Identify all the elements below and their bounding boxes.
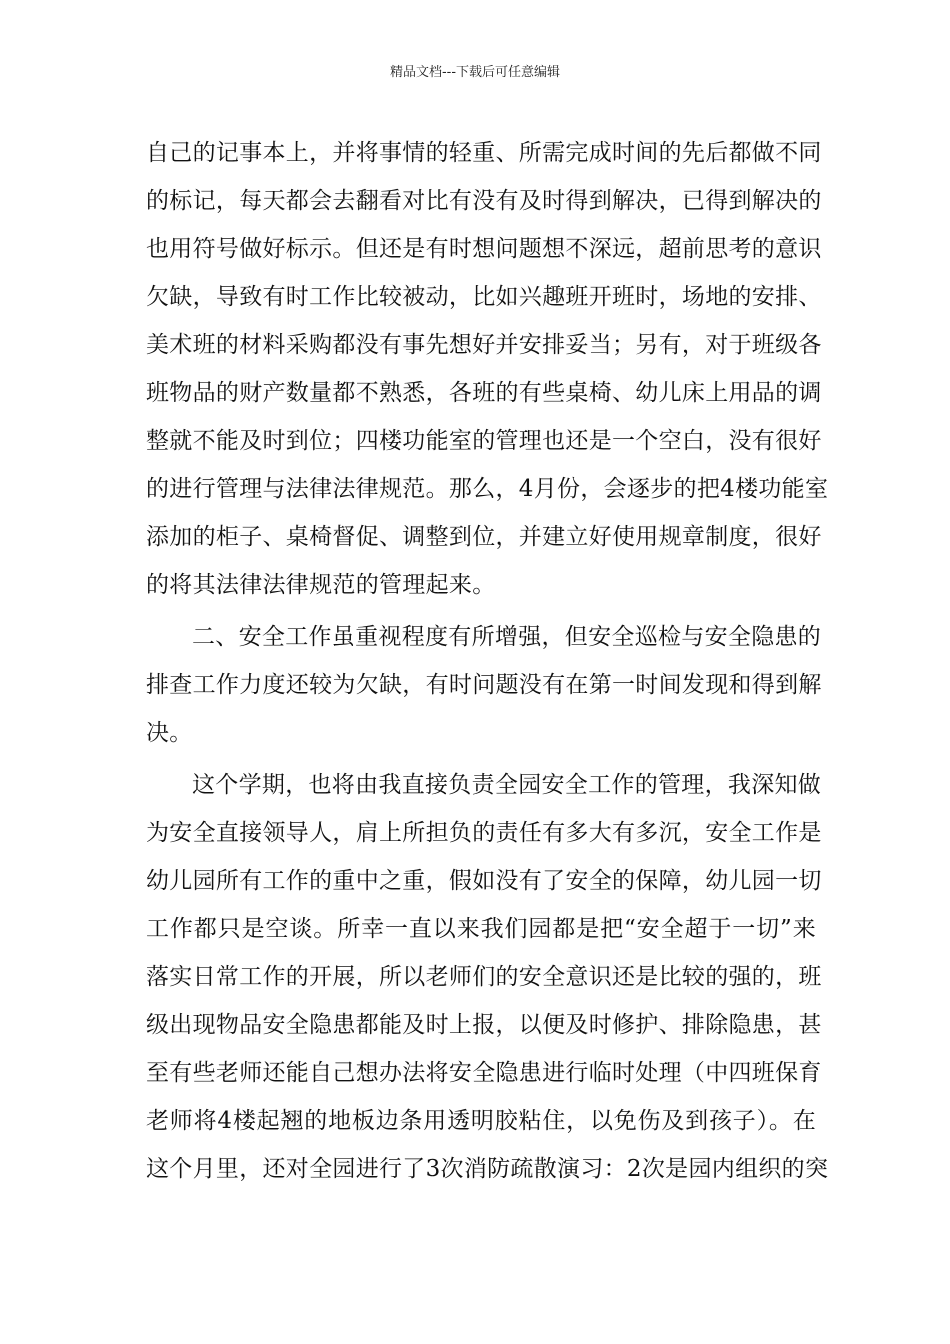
text-line: 自己的记事本上，并将事情的轻重、所需完成时间的先后都做不同 xyxy=(146,140,822,166)
page-header: 精品文档---下载后可任意编辑 xyxy=(389,65,561,80)
document-body xyxy=(146,129,829,1193)
text-line: 老师将4楼起翘的地板边条用透明胶粘住，以免伤及到孩子）。在 xyxy=(146,1108,816,1134)
text-line: 也用符号做好标示。但还是有时想问题想不深远，超前思考的意识 xyxy=(146,236,822,262)
text-line: 决。 xyxy=(146,720,193,746)
text-line: 这个学期，也将由我直接负责全园安全工作的管理，我深知做 xyxy=(192,772,822,798)
paragraph-3 xyxy=(146,761,829,1193)
text-line: 至有些老师还能自己想办法将安全隐患进行临时处理（中四班保育 xyxy=(146,1060,822,1086)
text-line: 的标记，每天都会去翻看对比有没有及时得到解决，已得到解决的 xyxy=(146,188,822,214)
text-line: 这个月里，还对全园进行了3次消防疏散演习：2次是园内组织的突 xyxy=(146,1156,829,1182)
text-line: 添加的柜子、桌椅督促、调整到位，并建立好使用规章制度，很好 xyxy=(146,524,822,550)
text-line: 级出现物品安全隐患都能及时上报，以便及时修护、排除隐患，甚 xyxy=(146,1012,822,1038)
text-line: 的进行管理与法律法律规范。那么，4月份，会逐步的把4楼功能室 xyxy=(146,476,829,502)
text-line: 落实日常工作的开展，所以老师们的安全意识还是比较的强的，班 xyxy=(146,964,822,990)
text-line: 班物品的财产数量都不熟悉，各班的有些桌椅、幼儿床上用品的调 xyxy=(146,380,822,406)
text-line: 为安全直接领导人，肩上所担负的责任有多大有多沉，安全工作是 xyxy=(146,820,822,846)
text-line: 工作都只是空谈。所幸一直以来我们园都是把“安全超于一切”来 xyxy=(146,916,816,942)
text-line: 排查工作力度还较为欠缺，有时问题没有在第一时间发现和得到解 xyxy=(146,672,822,698)
paragraph-1 xyxy=(146,129,829,609)
text-line: 美术班的材料采购都没有事先想好并安排妥当；另有，对于班级各 xyxy=(146,332,822,358)
text-line: 欠缺，导致有时工作比较被动，比如兴趣班开班时，场地的安排、 xyxy=(146,284,822,310)
text-line: 幼儿园所有工作的重中之重，假如没有了安全的保障，幼儿园一切 xyxy=(146,868,822,894)
text-line: 整就不能及时到位；四楼功能室的管理也还是一个空白，没有很好 xyxy=(146,428,822,454)
text-line: 的将其法律法律规范的管理起来。 xyxy=(146,572,496,598)
text-line: 二、安全工作虽重视程度有所增强，但安全巡检与安全隐患的 xyxy=(192,624,822,650)
paragraph-2 xyxy=(146,613,822,757)
